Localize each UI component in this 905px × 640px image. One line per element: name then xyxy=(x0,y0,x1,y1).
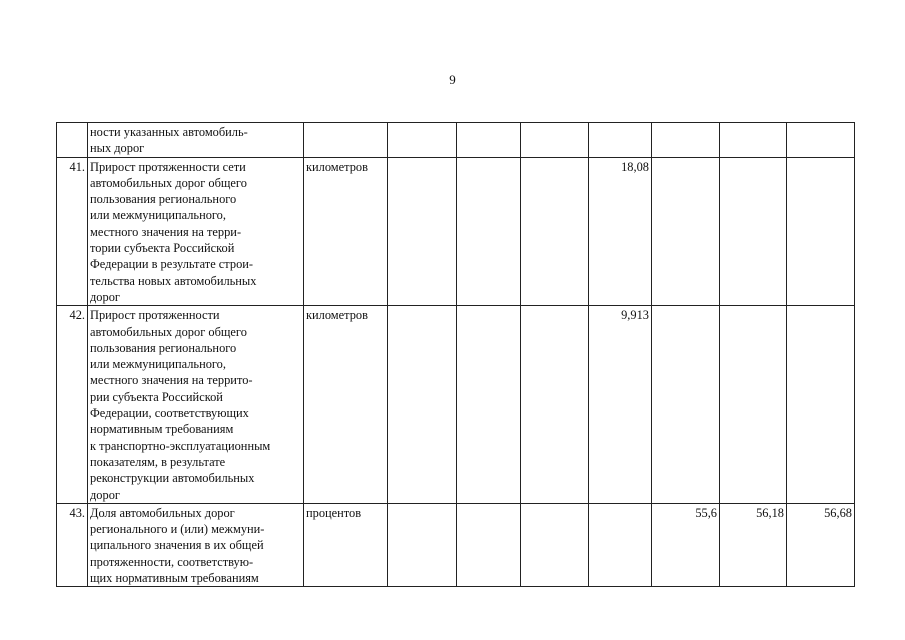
value-cell xyxy=(589,123,652,158)
indicator-name-cell xyxy=(88,503,304,586)
indicator-name-line: ных дорог xyxy=(90,141,145,156)
indicator-name-line: нормативным требованиям xyxy=(90,422,234,437)
indicator-name-line: показателям, в результате xyxy=(90,454,226,469)
value-cell xyxy=(457,503,521,586)
indicator-name-line: или межмуниципального, xyxy=(90,208,226,223)
indicator-name-line: Доля автомобильных дорог xyxy=(90,505,235,520)
value-cell xyxy=(388,306,457,504)
indicator-name-line: протяженности, соответствую- xyxy=(90,554,254,569)
value-cell: 56,18 xyxy=(720,503,787,586)
page-number: 9 xyxy=(449,72,456,87)
indicator-name-line: к транспортно-эксплуатационным xyxy=(90,438,271,453)
table-row xyxy=(57,306,855,504)
indicator-name-line: Прирост протяженности xyxy=(90,308,220,323)
row-number-cell: 43. xyxy=(57,503,88,586)
indicator-name-line: рии субъекта Российской xyxy=(90,389,223,404)
value-cell xyxy=(720,123,787,158)
indicator-table xyxy=(56,122,855,587)
indicator-name-line: реконструкции автомобильных xyxy=(90,471,255,486)
indicator-name-line: тории субъекта Российской xyxy=(90,241,235,256)
value-cell xyxy=(720,306,787,504)
table-row xyxy=(57,123,855,158)
value-cell: 18,08 xyxy=(589,157,652,306)
value-cell xyxy=(388,157,457,306)
indicator-name-line: или межмуниципального, xyxy=(90,357,226,372)
indicator-name-line: ности указанных автомобиль- xyxy=(90,125,248,139)
value-cell xyxy=(521,123,589,158)
indicator-name-line: дорог xyxy=(90,487,120,502)
value-cell xyxy=(652,306,720,504)
value-cell xyxy=(589,503,652,586)
value-cell xyxy=(652,157,720,306)
indicator-name-line: щих нормативным требованиям xyxy=(90,571,259,586)
value-cell xyxy=(787,123,855,158)
value-cell xyxy=(521,306,589,504)
value-cell xyxy=(521,157,589,306)
value-cell xyxy=(652,123,720,158)
value-cell xyxy=(787,157,855,306)
value-cell xyxy=(457,157,521,306)
row-number-cell xyxy=(57,123,88,158)
indicator-name-line: Федерации, соответствующих xyxy=(90,406,249,421)
row-number-cell: 41. xyxy=(57,157,88,306)
indicator-name-cell xyxy=(88,157,304,306)
row-number-cell: 42. xyxy=(57,306,88,504)
table-row xyxy=(57,503,855,586)
indicator-name-cell xyxy=(88,123,304,158)
indicator-name-cell xyxy=(88,306,304,504)
indicator-name-line: ципального значения в их общей xyxy=(90,538,264,553)
indicator-name-line: автомобильных дорог общего xyxy=(90,324,247,339)
value-cell xyxy=(388,503,457,586)
indicator-name-line: пользования регионального xyxy=(90,340,237,355)
indicator-name-line: регионального и (или) межмуни- xyxy=(90,522,265,537)
indicator-name-line: тельства новых автомобильных xyxy=(90,273,257,288)
value-cell xyxy=(521,503,589,586)
value-cell xyxy=(388,123,457,158)
indicator-name-line: местного значения на террито- xyxy=(90,373,253,388)
unit-cell: километров xyxy=(304,306,388,504)
indicator-name-line: Федерации в результате строи- xyxy=(90,257,254,272)
table-row xyxy=(57,157,855,306)
value-cell xyxy=(787,306,855,504)
value-cell xyxy=(457,306,521,504)
indicator-name-line: дорог xyxy=(90,289,120,304)
unit-cell: процентов xyxy=(304,503,388,586)
indicator-name-line: пользования регионального xyxy=(90,192,237,207)
unit-cell xyxy=(304,123,388,158)
value-cell: 56,68 xyxy=(787,503,855,586)
value-cell: 55,6 xyxy=(652,503,720,586)
unit-cell: километров xyxy=(304,157,388,306)
indicator-name-line: местного значения на терри- xyxy=(90,224,242,239)
value-cell: 9,913 xyxy=(589,306,652,504)
value-cell xyxy=(720,157,787,306)
indicator-name-line: Прирост протяженности сети xyxy=(90,159,246,174)
table-body xyxy=(57,123,855,587)
value-cell xyxy=(457,123,521,158)
indicator-name-line: автомобильных дорог общего xyxy=(90,175,247,190)
